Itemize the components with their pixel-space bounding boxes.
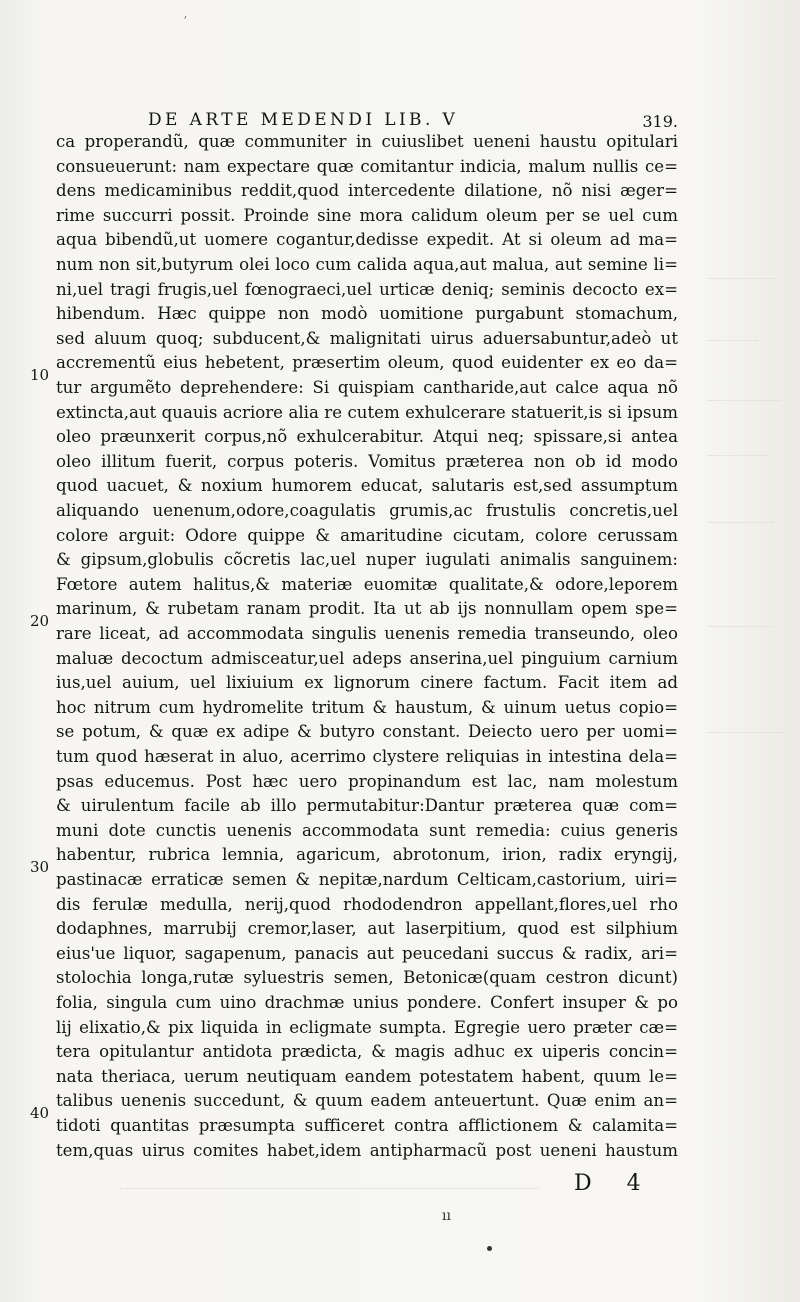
text-line: dis ferulæ medulla, nerij,quod rhododendron appellant,flores,uel rho [56, 894, 678, 914]
text-line: ca properandũ, quæ communiter in cuiuslibet ueneni haustu opitulari [56, 132, 678, 151]
text-line: nata theriaca, uerum neutiquam eandem potestatem habent, quum le= [56, 1066, 678, 1086]
bottom-ink-mark: ıı [442, 1208, 451, 1224]
text-line: & uirulentum facile ab illo permutabitur:Dantur præterea quæ com= [56, 796, 678, 816]
text-line: rare liceat, ad accommodata singulis uenenis remedia transeundo, oleo [56, 624, 678, 643]
text-line: quod uacuet, & noxium humorem educat, salutaris est,sed assumptum [56, 476, 678, 496]
text-line: maluæ decoctum admisceatur,uel adeps anserina,uel pinguium carnium [56, 648, 678, 668]
text-line: stolochia longa,rutæ syluestris semen, Betonicæ(quam cestron dicunt) [56, 968, 678, 988]
text-line: habentur, rubrica lemnia, agaricum, abrotonum, irion, radix eryngij, [56, 845, 678, 865]
text-line: tum quod hæserat in aluo, acerrimo clystere reliquias in intestina dela= [56, 747, 678, 766]
text-line: & gipsum,globulis cõcretis lac,uel nuper iugulati animalis sanguinem: [56, 550, 678, 570]
text-line: colore arguit: Odore quippe & amaritudine cicutam, colore cerussam [56, 525, 678, 545]
text-line: dodaphnes, marrubij cremor,laser, aut laserpitium, quod est silphium [56, 919, 678, 939]
text-line: aliquando uenenum,odore,coagulatis grumis,ac frustulis concretis,uel [56, 501, 678, 520]
text-line: sed aluum quoq; subducent,& malignitati uirus aduersabuntur,adeò ut [56, 328, 678, 348]
text-line: aqua bibendũ,ut uomere cogantur,dedisse expedit. At si oleum ad ma= [56, 230, 678, 250]
text-line: tur argumẽto deprehendere: Si quispiam cantharide,aut calce aqua nõ [56, 378, 678, 397]
text-line: tera opitulantur antidota prædicta, & magis adhuc ex uiperis concin= [56, 1042, 678, 1062]
text-line: marinum, & rubetam ranam prodit. Ita ut ab ijs nonnullam opem spe= [56, 599, 678, 619]
text-line: muni dote cunctis uenenis accommodata sunt remedia: cuius generis [56, 820, 678, 840]
text-line: psas educemus. Post hæc uero propinandum est lac, nam molestum [56, 771, 678, 791]
line-number: 30 [30, 858, 50, 876]
text-line: num non sit,butyrum olei loco cum calida aqua,aut malua, aut semine li= [56, 255, 678, 274]
text-line: eius'ue liquor, sagapenum, panacis aut peucedani succus & radix, ari= [56, 943, 678, 963]
text-line: talibus uenenis succedunt, & quum eadem anteuertunt. Quæ enim an= [56, 1091, 678, 1111]
ink-speck-mark: ʼ [183, 14, 187, 28]
running-title: DE ARTE MEDENDI LIB. V [148, 110, 459, 130]
text-line: pastinacæ erraticæ semen & nepitæ,nardum Celticam,castorium, uiri= [56, 870, 678, 889]
text-line: folia, singula cum uino drachmæ unius pondere. Confert insuper & po [56, 993, 678, 1012]
ink-dot [487, 1246, 492, 1251]
line-number: 10 [30, 366, 50, 384]
folio-number: 319. [642, 112, 678, 131]
text-line: dens medicaminibus reddit,quod intercedente dilatione, nõ nisi æger= [56, 181, 678, 201]
text-line: ni,uel tragi frugis,uel fœnograeci,uel urticæ deniq; seminis decocto ex= [56, 279, 678, 299]
text-line: ius,uel auium, uel lixiuium ex lignorum cinere factum. Facit item ad [56, 673, 678, 693]
text-line: se potum, & quæ ex adipe & butyro constant. Deiecto uero per uomi= [56, 722, 678, 742]
text-line: Fœtore autem halitus,& materiæ euomitæ qualitate,& odore,leporem [56, 574, 678, 594]
text-line: consueuerunt: nam expectare quæ comitantur indicia, malum nullis ce= [56, 156, 678, 176]
line-number: 40 [30, 1104, 50, 1122]
signature-mark: D 4 [574, 1171, 655, 1196]
text-line: oleo illitum fuerit, corpus poteris. Vomitus præterea non ob id modo [56, 451, 678, 471]
text-line: rime succurri possit. Proinde sine mora calidum oleum per se uel cum [56, 205, 678, 225]
text-line: accrementũ eius hebetent, præsertim oleum, quod euidenter ex eo da= [56, 353, 678, 373]
line-number: 20 [30, 612, 50, 630]
text-line: tem,quas uirus comites habet,idem antipharmacũ post ueneni haustum [56, 1140, 678, 1160]
text-line: extincta,aut quauis acriore alia re cutem exhulcerare statuerit,is si ipsum [56, 402, 678, 422]
text-line: tidoti quantitas præsumpta sufficeret contra afflictionem & calamita= [56, 1116, 678, 1135]
text-line: hoc nitrum cum hydromelite tritum & haustum, & uinum uetus copio= [56, 697, 678, 717]
text-line: lij elixatio,& pix liquida in ecligmate sumpta. Egregie uero præter cæ= [56, 1017, 678, 1037]
text-line: oleo præunxerit corpus,nõ exhulcerabitur. Atqui neq; spissare,si antea [56, 427, 678, 447]
text-line: hibendum. Hæc quippe non modò uomitione purgabunt stomachum, [56, 304, 678, 324]
